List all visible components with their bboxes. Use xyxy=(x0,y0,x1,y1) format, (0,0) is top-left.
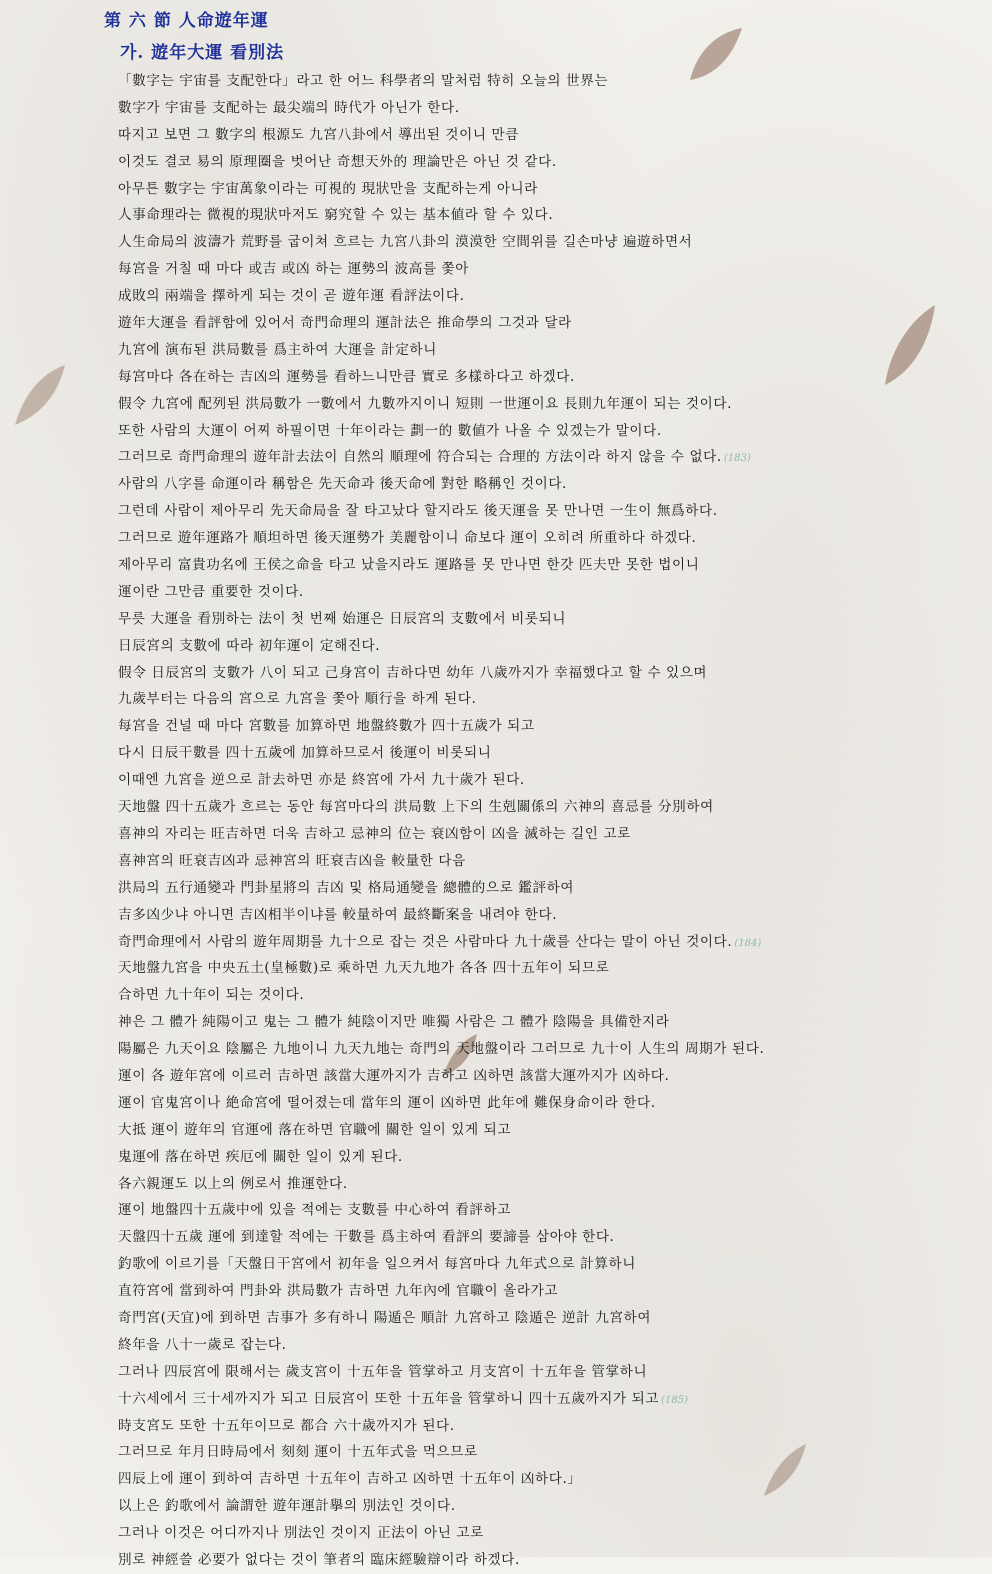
text-line xyxy=(118,929,978,956)
text-line xyxy=(118,1144,978,1171)
line-text: 九宮에 演布된 洪局數를 爲主하여 大運을 計定하니 xyxy=(118,341,437,358)
leaf-decoration-icon xyxy=(10,360,70,430)
text-line xyxy=(118,418,978,445)
text-line xyxy=(118,1520,978,1547)
line-text: 終年을 八十一歲로 잡는다. xyxy=(118,1336,287,1353)
text-line xyxy=(118,364,978,391)
line-text: 以上은 釣歌에서 論謂한 遊年運計擧의 別法인 것이다. xyxy=(118,1498,456,1515)
text-line xyxy=(118,1413,978,1440)
text-line xyxy=(118,552,978,579)
text-line xyxy=(118,982,978,1009)
text-line xyxy=(118,955,978,982)
line-text: 神은 그 體가 純陽이고 鬼는 그 體가 純陰이지만 唯獨 사람은 그 體가 陰陽을 具備한지라 xyxy=(118,1014,670,1031)
text-line xyxy=(118,875,978,902)
subsection-title: 가. 遊年大運 看別法 xyxy=(120,43,285,63)
page-marker: (183) xyxy=(723,453,751,465)
text-line xyxy=(118,767,978,794)
line-text: 喜神宮의 旺衰吉凶과 忌神宮의 旺衰吉凶을 較量한 다음 xyxy=(118,852,466,869)
line-text: 成敗의 兩端을 擇하게 되는 것이 곧 遊年運 看評法이다. xyxy=(118,288,465,305)
line-text: 吉多凶少냐 아니면 吉凶相半이냐를 較量하여 最終斷案을 내려야 한다. xyxy=(118,906,558,923)
text-line xyxy=(118,660,978,687)
line-text: 또한 사람의 大運이 어찌 하필이면 十年이라는 劃一的 數値가 나올 수 있겠는가 말이다. xyxy=(118,422,662,439)
text-line xyxy=(118,95,978,122)
line-text: 日辰宮의 支數에 따라 初年運이 定해진다. xyxy=(118,637,381,654)
line-text: 그러므로 奇門命理의 遊年計去法이 自然의 順理에 符合되는 合理的 方法이라 하지 않을 수 없다. xyxy=(118,449,722,466)
text-line xyxy=(118,1386,978,1413)
text-line xyxy=(118,471,978,498)
line-text: 直符宮에 當到하여 門卦와 洪局數가 吉하면 九年內에 官職이 올라가고 xyxy=(118,1283,559,1300)
text-line xyxy=(118,1278,978,1305)
text-line xyxy=(118,1224,978,1251)
page-marker: (185) xyxy=(661,1394,688,1406)
text-line xyxy=(118,1009,978,1036)
line-text: 사람의 八字를 命運이라 稱함은 先天命과 後天命에 對한 略稱인 것이다. xyxy=(118,476,567,493)
line-text: 人事命理라는 微視的現狀마저도 窮究할 수 있는 基本値라 할 수 있다. xyxy=(118,207,554,224)
text-line xyxy=(118,283,978,310)
line-text: 釣歌에 이르기를「天盤日干宮에서 初年을 일으켜서 每宮마다 九年式으로 計算하니 xyxy=(118,1256,636,1273)
line-text: 每宮을 건널 때 마다 宮數를 加算하면 地盤終數가 四十五歲가 되고 xyxy=(118,718,535,735)
line-text: 數字가 宇宙를 支配하는 最尖端의 時代가 아닌가 한다. xyxy=(118,99,460,116)
line-text: 아무튼 數字는 宇宙萬象이라는 可視的 現狀만을 支配하는게 아니라 xyxy=(118,180,539,197)
line-text: 「數字는 宇宙를 支配한다」라고 한 어느 科學者의 말처럼 特히 오늘의 世界는 xyxy=(118,73,609,89)
line-text: 運이 官鬼宮이나 絶命宮에 떨어졌는데 當年의 運이 凶하면 此年에 難保身命이라 한다. xyxy=(118,1094,656,1111)
line-text: 天地盤九宮을 中央五土(皇極數)로 乘하면 九天九地가 各各 四十五年이 되므로 xyxy=(118,960,610,977)
line-text: 運이 地盤四十五歲中에 있을 적에는 支數를 中心하여 看評하고 xyxy=(118,1202,512,1219)
line-text: 運이란 그만큼 重要한 것이다. xyxy=(118,583,304,600)
line-text: 運이 各 遊年宮에 이르러 吉하면 該當大運까지가 吉하고 凶하면 該當大運까지가 凶하다. xyxy=(118,1067,670,1084)
line-text: 그러므로 年月日時局에서 刻刻 運이 十五年式을 먹으므로 xyxy=(118,1444,478,1461)
text-line xyxy=(118,176,978,203)
line-text: 이때엔 九宮을 逆으로 計去하면 亦是 終宮에 가서 九十歲가 된다. xyxy=(118,772,525,789)
text-line xyxy=(118,794,978,821)
line-text: 奇門命理에서 사람의 遊年周期를 九十으로 잡는 것은 사람마다 九十歲를 산다는 말이 아닌 것이다. xyxy=(118,933,733,950)
line-text: 大抵 運이 遊年의 官運에 落在하면 官職에 關한 일이 있게 되고 xyxy=(118,1121,512,1138)
text-line xyxy=(118,579,978,606)
text-line xyxy=(118,1305,978,1332)
line-text: 天盤四十五歲 運에 到達할 적에는 干數를 爲主하여 看評의 要諦를 삼아야 한다. xyxy=(118,1229,615,1246)
text-line xyxy=(118,1547,978,1574)
line-text: 四辰上에 運이 到하여 吉하면 十五年이 吉하고 凶하면 十五年이 凶하다.」 xyxy=(118,1471,582,1488)
text-line xyxy=(118,606,978,633)
line-text: 人生命局의 波濤가 荒野를 굽이쳐 흐르는 九宮八卦의 漠漠한 空間위를 길손마냥 遍遊하면서 xyxy=(118,234,693,251)
text-line xyxy=(118,122,978,149)
line-text: 다시 日辰干數를 四十五歲에 加算하므로서 後運이 비롯되니 xyxy=(118,745,492,762)
line-text: 別로 神經쓸 必要가 없다는 것이 筆者의 臨床經驗辯이라 하겠다. xyxy=(118,1551,520,1568)
line-text: 合하면 九十年이 되는 것이다. xyxy=(118,987,305,1004)
text-line xyxy=(118,256,978,283)
line-text: 十六세에서 三十세까지가 되고 日辰宮이 또한 十五年을 管掌하니 四十五歲까지가 되고 xyxy=(118,1390,660,1407)
text-line xyxy=(118,713,978,740)
line-text: 그런데 사람이 제아무리 先天命局을 잘 타고났다 할지라도 後天運을 못 만나면 一生이 無爲하다. xyxy=(118,503,718,520)
text-line xyxy=(118,1117,978,1144)
line-text: 이것도 결코 易의 原理圈을 벗어난 奇想天外的 理論만은 아닌 것 같다. xyxy=(118,153,557,170)
line-text: 每宮마다 各在하는 吉凶의 運勢를 看하느니만큼 實로 多樣하다고 하겠다. xyxy=(118,368,575,385)
line-text: 鬼運에 落在하면 疾厄에 關한 일이 있게 된다. xyxy=(118,1148,403,1165)
line-text: 그러나 이것은 어디까지나 別法인 것이지 正法이 아닌 고로 xyxy=(118,1525,484,1542)
page-marker: (184) xyxy=(734,937,762,949)
line-text: 假令 日辰宮의 支數가 八이 되고 己身宮이 吉하다면 幼年 八歲까지가 幸福했다고 할 수 있으며 xyxy=(118,664,708,681)
text-line xyxy=(118,444,978,471)
text-line xyxy=(118,633,978,660)
text-line xyxy=(118,1493,978,1520)
text-lines xyxy=(118,68,978,1574)
text-line xyxy=(118,1466,978,1493)
text-line xyxy=(118,310,978,337)
text-line xyxy=(118,902,978,929)
text-line xyxy=(118,1063,978,1090)
text-line xyxy=(118,391,978,418)
text-line xyxy=(118,1359,978,1386)
line-text: 제아무리 富貴功名에 王侯之命을 타고 났을지라도 運路를 못 만나면 한갓 匹夫만 못한 법이니 xyxy=(118,557,700,574)
text-line xyxy=(118,149,978,176)
text-line xyxy=(118,1332,978,1359)
line-text: 喜神의 자리는 旺吉하면 더욱 吉하고 忌神의 位는 衰凶함이 凶을 滅하는 길인 고로 xyxy=(118,825,631,842)
text-line xyxy=(118,740,978,767)
text-line xyxy=(118,1090,978,1117)
line-text: 九歲부터는 다음의 宮으로 九宮을 쫓아 順行을 하게 된다. xyxy=(118,691,477,708)
line-text: 天地盤 四十五歲가 흐르는 동안 每宮마다의 洪局數 上下의 生剋關係의 六神의 喜忌를 分別하여 xyxy=(118,799,714,816)
text-line xyxy=(118,1197,978,1224)
line-text: 그러므로 遊年運路가 順坦하면 後天運勢가 美麗함이니 命보다 運이 오히려 所重하다 하겠다. xyxy=(118,530,697,547)
section-title: 第 六 節 人命遊年運 xyxy=(104,11,269,31)
text-line xyxy=(118,229,978,256)
line-text: 洪局의 五行通變과 門卦星將의 吉凶 및 格局通變을 總體的으로 鑑評하여 xyxy=(118,879,575,896)
text-line xyxy=(118,1036,978,1063)
text-line xyxy=(118,498,978,525)
text-line xyxy=(118,1171,978,1198)
text-line xyxy=(118,525,978,552)
line-text: 各六親運도 以上의 例로서 推運한다. xyxy=(118,1175,348,1192)
text-line xyxy=(118,686,978,713)
text-line xyxy=(118,821,978,848)
text-line xyxy=(118,1439,978,1466)
line-text: 奇門宮(天宜)에 到하면 吉事가 多有하니 陽遁은 順計 九宮하고 陰遁은 逆計 九宮하여 xyxy=(118,1309,652,1326)
line-text: 每宮을 거칠 때 마다 或吉 或凶 하는 運勢의 波高를 쫓아 xyxy=(118,261,470,278)
line-text: 假令 九宮에 配列된 洪局數가 一數에서 九數까지이니 短則 一世運이요 長則九年運이 되는 것이다. xyxy=(118,395,733,412)
line-text: 遊年大運을 看評함에 있어서 奇門命理의 運計法은 推命學의 그것과 달라 xyxy=(118,315,572,332)
line-text: 그러나 四辰宮에 限해서는 歲支宮이 十五年을 管掌하고 月支宮이 十五年을 管掌하니 xyxy=(118,1363,648,1380)
line-text: 따지고 보면 그 數字의 根源도 九宮八卦에서 導出된 것이니 만큼 xyxy=(118,126,520,143)
text-line xyxy=(118,848,978,875)
text-line xyxy=(118,68,978,95)
line-text: 時支宮도 또한 十五年이므로 都合 六十歲까지가 된다. xyxy=(118,1417,455,1434)
line-text: 陽屬은 九天이요 陰屬은 九地이니 九天九地는 奇門의 天地盤이라 그러므로 九十이 人生의 周期가 된다. xyxy=(118,1041,765,1058)
text-line xyxy=(118,1251,978,1278)
text-line xyxy=(118,337,978,364)
line-text: 무릇 大運을 看別하는 法이 첫 번째 始運은 日辰宮의 支數에서 비롯되니 xyxy=(118,610,567,627)
text-line xyxy=(118,202,978,229)
